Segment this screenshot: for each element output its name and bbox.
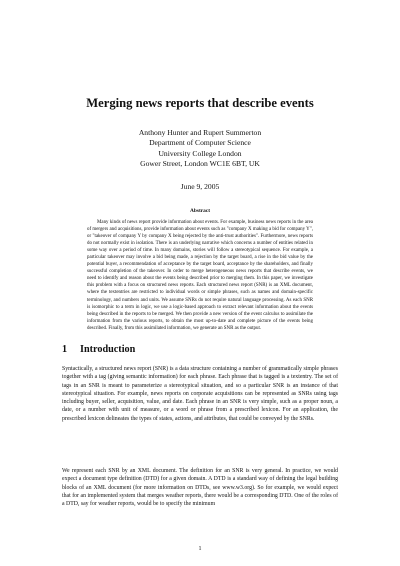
paper-title: Merging news reports that describe events <box>86 96 314 110</box>
author-names: Anthony Hunter and Rupert Summerton <box>138 128 262 137</box>
abstract-text: Many kinds of news report provide information about events. For example, business news reports in the area of mergers and acquisitions, provide information about events such as "company X making a bid for company Y", or "takeover of company Y by company X being rejected by the anti-trust authorities". Furthermore, news reports do not normally exist in isolation. There is an underlying narrative which concerns a number of entities related in some way over a period of time. In many domains, stories will follow a stereotypical sequence. For example, a particular takeover may involve a bid being made, a rejection by the target board, a rise in the bid value by the potential buyer, a recommendation of acceptance by the target board, acceptance by the shareholders, and finally successful completion of the takeover. In order to merge heterogeneous news reports that describe events, we need to identify and reason about the events being described prior to merging them. In this paper, we investigate this problem with a focus on structured news reports. Each structured news report (SNR) is an XML document, where the textentries are restricted to individual words or simple phrases, such as names and domain-specific terminology, and numbers and units. We assume SNRs do not require natural language processing. As each SNR is isomorphic to a term in logic, we use a logic-based approach to extract relevant information about the events being described in the reports to be merged. We then provide a new version of the event calculus to assimilate the information from the various reports, to obtain the most up-to-date and complete picture of the events being described. Finally, from this assimilated information, we generate an SNR as the output. <box>87 220 313 331</box>
abstract-heading: Abstract <box>189 208 211 214</box>
author-block <box>0 128 400 170</box>
section-number: 1 <box>62 344 68 355</box>
paper-date: June 9, 2005 <box>180 182 220 191</box>
author-address: Gower Street, London WC1E 6BT, UK <box>140 159 260 169</box>
author-institution: University College London <box>158 148 242 158</box>
section-title: Introduction <box>80 344 136 355</box>
section-heading <box>62 344 135 355</box>
author-department: Department of Computer Science <box>149 138 251 148</box>
page-number: 1 <box>198 546 202 552</box>
body-paragraph: We represent each SNR by an XML document. The definition for an SNR is very general. In practice, we would expect a document type definition (DTD) for a given domain. A DTD is a standard way of defining the legal building blocks of an XML document (for more information on DTDs, see www.w3.org). So for example, we would expect that for an implemented system that merges weather reports, there would be a corresponding DTD. One of the roles of a DTD, say for weather reports, would be to specify the minimum <box>62 468 338 507</box>
body-paragraph: Syntactically, a structured news report (SNR) is a data structure containing a number of grammatically simple phrases together with a tag (giving semantic information) for each phrase. Each phrase that is tagged is a textentry. The set of tags in an SNR is meant to parameterize a stereotypical situation, and so a particular SNR is an instance of that stereotypical situation. For example, news reports on corporate acquisitions can be represented as SNRs using tags including buyer, seller, acquisition, value, and date. Each phrase in an SNR is very simple, such as a proper noun, a date, or a number with unit of measure, or a word or phrase from a prescribed lexicon. For an application, the prescribed lexicon delineates the types of states, actions, and attributes, that could be conveyed by the SNRs. <box>62 366 338 422</box>
